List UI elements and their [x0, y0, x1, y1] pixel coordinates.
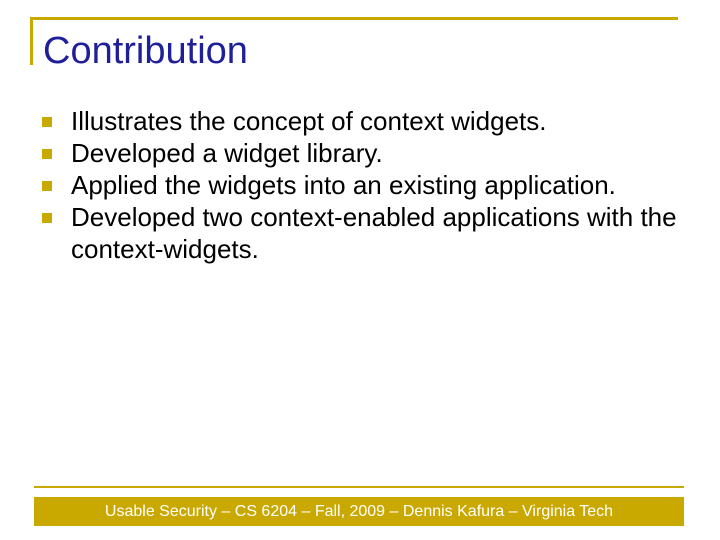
square-bullet-icon [42, 213, 52, 223]
slide-title: Contribution [43, 30, 248, 72]
bullet-item [42, 201, 682, 265]
bullet-item [42, 137, 682, 169]
bullet-text: Applied the widgets into an existing application. [71, 170, 616, 200]
square-bullet-icon [42, 181, 52, 191]
square-bullet-icon [42, 117, 52, 127]
bullet-text: Developed two context-enabled applications with the context-widgets. [71, 202, 677, 264]
square-bullet-icon [42, 149, 52, 159]
bullet-text: Illustrates the concept of context widgets. [71, 106, 547, 136]
bullet-list [42, 105, 682, 265]
bullet-item [42, 169, 682, 201]
slide-footer: Usable Security – CS 6204 – Fall, 2009 – Dennis Kafura – Virginia Tech [34, 497, 684, 526]
footer-divider [34, 486, 684, 488]
bullet-item [42, 105, 682, 137]
bullet-text: Developed a widget library. [71, 138, 383, 168]
